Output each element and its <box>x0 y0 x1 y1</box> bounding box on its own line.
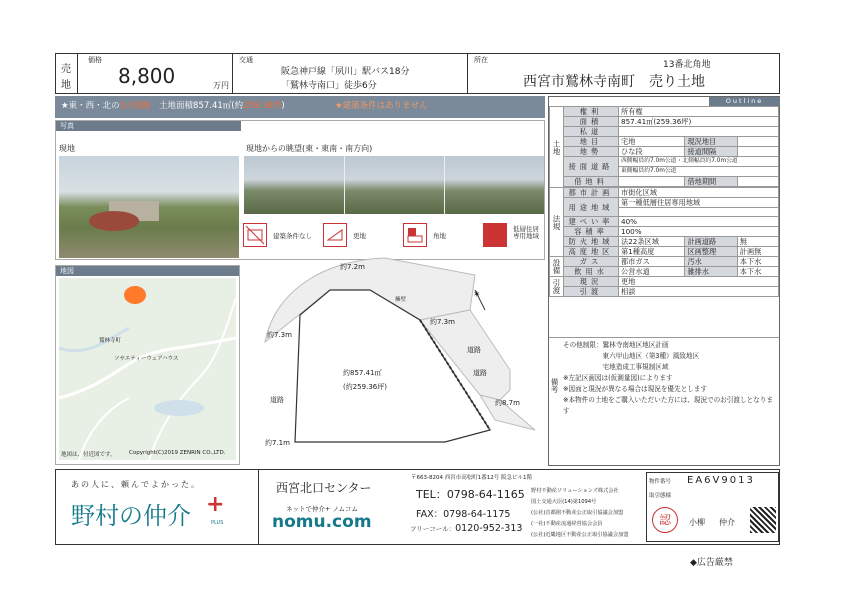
fax-line <box>416 506 510 520</box>
val-youto: 第一種低層住居専用地域 <box>619 198 779 208</box>
row-hikiwatashi <box>550 287 779 297</box>
lbl-bouka: 防火地域 <box>564 237 619 247</box>
cat-law: 法規 <box>550 188 564 257</box>
val-toshi: 市街化区域 <box>619 188 779 198</box>
no-ad-notice: ◆広告厳禁 <box>690 558 733 568</box>
deal-label: 取引態様 <box>649 493 672 499</box>
feature-label-3: 低層住居専用地域 <box>513 225 539 240</box>
photo-section-label: 写真 <box>56 121 241 131</box>
brand-logo: 野村の仲介 <box>71 502 191 530</box>
staff-name: 小柳 <box>689 518 705 527</box>
band-highlight: 3方道路 <box>119 101 151 111</box>
lbl-kenpei: 建ぺい率 <box>564 217 619 227</box>
row-road1 <box>550 157 779 167</box>
transport-label: 交通 <box>239 56 253 64</box>
val-chisei: ひな段 <box>619 147 685 157</box>
band-text2: 土地面積857.41㎡(約 <box>150 101 244 111</box>
category-char-2: 地 <box>61 80 71 91</box>
location-marker <box>124 286 146 304</box>
price-unit: 万円 <box>213 81 229 90</box>
tel-label: TEL： <box>416 488 447 501</box>
notes-box <box>549 337 779 465</box>
info-box <box>646 472 779 542</box>
company-4: (一社)不動産流通経営協会会員 <box>531 521 603 527</box>
val-koudo: 第1種高度 <box>619 247 685 257</box>
site-photo <box>59 156 239 258</box>
road-top-width: 約7.2m <box>340 263 365 271</box>
note-3: ※左記区画図は(仮測量図)によります <box>563 374 673 382</box>
map-place-label: 鷲林寺町 <box>99 338 122 344</box>
lbl-lease: 借地料 <box>564 177 619 187</box>
retaining-wall-label: 擁壁 <box>395 297 407 303</box>
transport-line1: 阪急神戸線「夙川」駅バス18分 <box>281 67 410 77</box>
row-chisei <box>550 147 779 157</box>
plan-section <box>245 250 545 465</box>
spec-panel <box>548 96 780 466</box>
lbl-shido: 私道 <box>564 127 619 137</box>
site-plan-drawing <box>245 250 545 465</box>
lbl-lease-term: 借地期間 <box>685 177 737 187</box>
road-label-right2: 道路 <box>473 369 487 377</box>
val-hikiwatashi: 相談 <box>619 287 779 297</box>
shape-icon <box>323 223 347 247</box>
category-cell <box>56 54 78 93</box>
lbl-koudo: 高度地区 <box>564 247 619 257</box>
company-1: 野村不動産ソリューションズ株式会社 <box>531 488 619 494</box>
val-menseki: 857.41㎡(259.36坪) <box>619 117 779 127</box>
zone-icon <box>483 223 507 247</box>
site-link[interactable]: nomu.com <box>272 512 372 532</box>
road-label-right: 道路 <box>467 346 481 354</box>
address-cell <box>468 54 781 93</box>
row-toshi <box>550 188 779 198</box>
qr-code-icon[interactable] <box>750 507 776 533</box>
note-4: ※図面と現況が異なる場合は現況を優先とします <box>563 385 707 393</box>
page-title: 西宮市鷲林寺南町 売り土地 <box>523 74 705 90</box>
band-condition: ★建築条件はありません <box>335 101 428 111</box>
tel-line[interactable] <box>416 486 525 502</box>
plan-area: 約857.41㎡ <box>343 369 382 377</box>
company-2: 国土交通大臣(14)第1094号 <box>531 499 597 505</box>
plan-area-tsubo: (約259.36坪) <box>343 383 387 391</box>
company-info <box>531 486 628 541</box>
lbl-chisei: 地勢 <box>564 147 619 157</box>
road-bottom-left-width: 約7.1m <box>265 439 290 447</box>
lbl-water: 飲用水 <box>564 267 619 277</box>
feature-zone <box>483 223 545 247</box>
row-kenri <box>550 107 779 117</box>
cat-deliver: 引渡 <box>550 277 564 297</box>
highlight-band <box>55 96 545 118</box>
brand-sub: PLUS <box>211 520 224 526</box>
lbl-chimoku: 地目 <box>564 137 619 147</box>
val-water: 公営水道 <box>619 267 685 277</box>
deal-type: 仲介 <box>719 518 735 527</box>
brand-plus: + <box>206 492 225 517</box>
row-koudo <box>550 247 779 257</box>
lbl-setsudo: 接道間隔 <box>685 147 737 157</box>
map-footer-text: 地図は、付近図です。 <box>61 452 116 458</box>
val-kukaku: 計画無 <box>737 247 778 257</box>
val-shido <box>619 127 779 137</box>
feature-label-0: 建築条件なし <box>273 232 312 240</box>
company-5: (公社)近畿地区不動産公正取引協議会加盟 <box>531 532 629 538</box>
val-road1: 西側幅員約7.0m公道・北側幅員約7.0m公道 <box>619 157 779 167</box>
lbl-keikaku: 計画道路 <box>685 237 737 247</box>
feature-label-2: 角地 <box>433 232 446 240</box>
map-roads <box>59 278 236 460</box>
val-road2: 東側幅員約7.0m公道 <box>619 167 779 177</box>
transport-cell <box>233 54 468 93</box>
val-gas: 都市ガス <box>619 257 685 267</box>
row-chimoku <box>550 137 779 147</box>
site-label: 現地 <box>59 144 75 153</box>
row-yoseki <box>550 227 779 237</box>
row-kenpei <box>550 217 779 227</box>
category-char-1: 売 <box>61 64 71 75</box>
lbl-genkyo2: 現況 <box>564 277 619 287</box>
note-1: 東六甲山地区（第3種）風致地区 <box>563 352 700 360</box>
price-cell <box>78 54 233 93</box>
code-label: 物件番号 <box>649 479 672 485</box>
road-label-left: 道路 <box>270 396 284 404</box>
map-section <box>55 265 240 465</box>
row-gas <box>550 257 779 267</box>
feature-label-1: 更地 <box>353 232 366 240</box>
row-lease <box>550 177 779 187</box>
val-keikaku: 無 <box>737 237 778 247</box>
company-3: (公社)首都圏不動産公正取引協議会加盟 <box>531 510 624 516</box>
band-text3: ) <box>281 101 285 111</box>
road-bottom-right-width: 約8.7m <box>495 399 520 407</box>
branch-address: 〒663-8204 西宮市高松町1番12号 阪急ビル1階 <box>411 475 532 481</box>
corner-icon <box>403 223 427 247</box>
footer <box>55 469 780 545</box>
lbl-kukaku: 区画整理 <box>685 247 737 257</box>
view-label: 現地からの眺望(東・東南・南方向) <box>246 144 373 153</box>
lbl-hikiwatashi: 引渡 <box>564 287 619 297</box>
val-bouka: 法22条区域 <box>619 237 685 247</box>
view-divider-2 <box>444 156 445 214</box>
lbl-road: 接面道路 <box>564 157 619 177</box>
free-number[interactable]: 0120-952-313 <box>455 523 523 534</box>
cat-land: 土地 <box>550 107 564 188</box>
tel-number[interactable]: 0798-64-1165 <box>446 488 525 501</box>
branch-name: 西宮北口センター <box>276 481 372 495</box>
map-building-label: ソサエティーウェアハウス <box>114 356 179 362</box>
lbl-gas: ガス <box>564 257 619 267</box>
val-genkyo2: 更地 <box>619 277 779 287</box>
header <box>55 53 780 94</box>
map-copyright: Copyright(C)2019 ZENRIN CO.,LTD. <box>129 450 226 456</box>
address-label: 所在 <box>474 56 488 64</box>
val-kenri: 所有権 <box>619 107 779 117</box>
free-line[interactable] <box>410 523 522 534</box>
band-highlight2: 259.36坪 <box>243 101 282 111</box>
seal-stamp: 認 <box>652 507 678 533</box>
net-label: ネットで仲介+ ノムコム <box>286 505 359 513</box>
view-photo <box>244 156 544 214</box>
note-2: 宅地造成工事規制区域 <box>563 363 669 371</box>
site-flowerbed <box>89 211 139 231</box>
footer-divider <box>258 470 259 544</box>
north-arrow-icon: ✶ <box>473 290 481 300</box>
row-bouka <box>550 237 779 247</box>
lbl-kenri: 権利 <box>564 107 619 117</box>
view-divider-1 <box>344 156 345 214</box>
cat-equip: 設備 <box>550 257 564 277</box>
price-label: 価格 <box>88 56 102 64</box>
band-text1: ★東・西・北の <box>61 101 120 111</box>
fax-label: FAX： <box>416 509 444 520</box>
road-left-width: 約7.3m <box>267 331 292 339</box>
transport-line2: 「鷲林寺南口」徒歩6分 <box>281 81 377 91</box>
lbl-yoseki: 容積率 <box>564 227 619 237</box>
val-zatsu: 本下水 <box>737 267 778 277</box>
map-image[interactable] <box>59 278 236 460</box>
note-0: その他制限：鷲林寺南地区地区計画 <box>563 341 669 349</box>
free-label: フリーコール： <box>410 525 456 533</box>
row-shido <box>550 127 779 137</box>
notes-list <box>563 340 777 417</box>
no-build-condition-icon <box>243 223 267 247</box>
address-note: 13番北角地 <box>663 60 711 70</box>
property-code: EA6V9013 <box>687 475 755 486</box>
lbl-zatsu: 雑排水 <box>685 267 737 277</box>
val-lease <box>619 177 685 187</box>
map-section-label: 地図 <box>56 266 239 276</box>
val-osui: 本下水 <box>737 257 778 267</box>
val-kenpei: 40% <box>619 217 779 227</box>
lbl-menseki: 面積 <box>564 117 619 127</box>
lbl-youto: 用途地域 <box>564 198 619 217</box>
val-chimoku: 宅地 <box>619 137 685 147</box>
outline-tag: Outline <box>709 97 780 106</box>
cat-note: 備考 <box>550 378 559 393</box>
tagline: あの人に、頼んでよかった。 <box>71 480 201 489</box>
spec-table <box>549 106 779 297</box>
road-right-width: 約7.3m <box>430 318 455 326</box>
row-water <box>550 267 779 277</box>
lbl-osui: 汚水 <box>685 257 737 267</box>
price-value: 8,800 <box>118 64 176 88</box>
lbl-genkyo: 現況地目 <box>685 137 737 147</box>
row-genkyo <box>550 277 779 287</box>
row-youto <box>550 198 779 208</box>
note-5: ※本物件の土地をご購入いただいた方には、現況でのお引渡しとなります <box>563 396 773 415</box>
val-yoseki: 100% <box>619 227 779 237</box>
fax-number: 0798-64-1175 <box>443 509 511 520</box>
lbl-toshi: 都市計画 <box>564 188 619 198</box>
row-menseki <box>550 117 779 127</box>
